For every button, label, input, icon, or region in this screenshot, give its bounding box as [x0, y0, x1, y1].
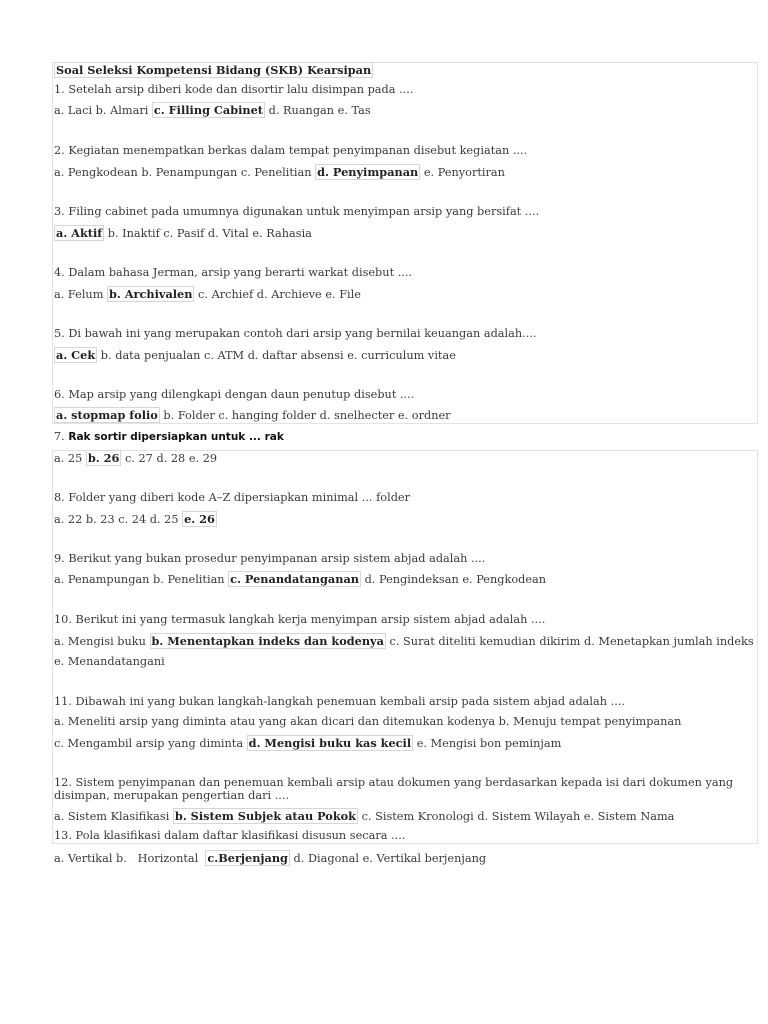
options-12 — [54, 809, 674, 824]
options-12-pre: a. Sistem Klasifikasi — [54, 810, 173, 823]
document-title: Soal Seleksi Kompetensi Bidang (SKB) Kearsipan — [56, 63, 372, 77]
question-7-number: 7. — [54, 430, 69, 443]
question-6: 6. Map arsip yang dilengkapi dengan daun penutup disebut .... — [54, 388, 415, 401]
options-11 — [54, 736, 561, 751]
options-5-post: b. data penjualan c. ATM d. daftar absensi e. curriculum vitae — [97, 349, 456, 362]
answer-3: a. Aktif — [56, 226, 103, 240]
options-11-pre: c. Mengambil arsip yang diminta — [54, 737, 247, 750]
question-8: 8. Folder yang diberi kode A–Z dipersiapkan minimal ... folder — [54, 491, 411, 504]
options-8 — [54, 512, 217, 527]
question-4: 4. Dalam bahasa Jerman, arsip yang berarti warkat disebut .... — [54, 266, 413, 279]
options-13 — [54, 851, 486, 866]
question-2: 2. Kegiatan menempatkan berkas dalam tempat penyimpanan disebut kegiatan .... — [54, 144, 528, 157]
options-2-pre: a. Pengkodean b. Penampungan c. Penelitian — [54, 166, 316, 179]
options-4-pre: a. Felum — [54, 288, 108, 301]
options-10-pre: a. Mengisi buku — [54, 635, 150, 648]
options-6-post: b. Folder c. hanging folder d. snelhecter e. ordner — [159, 409, 451, 422]
answer-12: b. Sistem Subjek atau Pokok — [174, 809, 357, 823]
options-3-post: b. Inaktif c. Pasif d. Vital e. Rahasia — [104, 227, 312, 240]
question-13: 13. Pola klasifikasi dalam daftar klasifikasi disusun secara .... — [54, 829, 406, 842]
options-6 — [54, 408, 451, 423]
options-4 — [54, 287, 361, 302]
answer-1: c. Filling Cabinet — [153, 103, 264, 117]
question-7 — [54, 430, 284, 444]
options-2 — [54, 165, 505, 180]
question-12: 12. Sistem penyimpanan dan penemuan kembali arsip atau dokumen yang berdasarkan kepada isi dari dokumen yang disimpan, merupakan pengertian dari .... — [54, 776, 734, 802]
question-1: 1. Setelah arsip diberi kode dan disortir lalu disimpan pada .... — [54, 83, 414, 96]
options-5 — [54, 348, 456, 363]
answer-4: b. Archivalen — [109, 287, 193, 301]
options-3 — [54, 226, 312, 241]
options-7-post: c. 27 d. 28 e. 29 — [121, 452, 218, 465]
answer-7: b. 26 — [87, 451, 120, 465]
options-10 — [54, 634, 754, 649]
question-10: 10. Berikut ini yang termasuk langkah kerja menyimpan arsip sistem abjad adalah .... — [54, 613, 546, 626]
options-8-pre: a. 22 b. 23 c. 24 d. 25 — [54, 513, 183, 526]
options-11-post: e. Mengisi bon peminjam — [413, 737, 562, 750]
answer-5: a. Cek — [56, 348, 96, 362]
options-11-line1: a. Meneliti arsip yang diminta atau yang akan dicari dan ditemukan kodenya b. Menuju tempat penyimpanan — [54, 715, 682, 728]
answer-11: d. Mengisi buku kas kecil — [248, 736, 412, 750]
options-12-post: c. Sistem Kronologi d. Sistem Wilayah e. Sistem Nama — [358, 810, 675, 823]
question-7-text: Rak sortir dipersiapkan untuk ... rak — [68, 431, 284, 443]
options-10-line2: e. Menandatangani — [54, 655, 165, 668]
options-4-post: c. Archief d. Archieve e. File — [194, 288, 361, 301]
options-9-pre: a. Penampungan b. Penelitian — [54, 573, 229, 586]
options-7-pre: a. 25 — [54, 452, 86, 465]
question-11: 11. Dibawah ini yang bukan langkah-langkah penemuan kembali arsip pada sistem abjad adalah .... — [54, 695, 625, 708]
options-2-post: e. Penyortiran — [420, 166, 505, 179]
options-9-post: d. Pengindeksan e. Pengkodean — [360, 573, 547, 586]
options-1-pre: a. Laci b. Almari — [54, 104, 152, 117]
answer-9: c. Penandatanganan — [230, 572, 359, 586]
options-13-post: d. Diagonal e. Vertikal berjenjang — [289, 852, 487, 865]
answer-2: d. Penyimpanan — [317, 165, 419, 179]
answer-13: c.Berjenjang — [207, 851, 288, 865]
options-10-post: c. Surat diteliti kemudian dikirim d. Menetapkan jumlah indeks — [385, 635, 754, 648]
options-7 — [54, 451, 217, 466]
options-13-pre: a. Vertikal b. Horizontal — [54, 852, 206, 865]
answer-8: e. 26 — [184, 512, 215, 526]
answer-6: a. stopmap folio — [56, 408, 158, 422]
answer-10: b. Menentapkan indeks dan kodenya — [151, 634, 384, 648]
question-3: 3. Filing cabinet pada umumnya digunakan untuk menyimpan arsip yang bersifat .... — [54, 205, 540, 218]
options-1-post: d. Ruangan e. Tas — [265, 104, 371, 117]
options-1 — [54, 103, 371, 118]
question-9: 9. Berikut yang bukan prosedur penyimpanan arsip sistem abjad adalah .... — [54, 552, 486, 565]
question-5: 5. Di bawah ini yang merupakan contoh dari arsip yang bernilai keuangan adalah.... — [54, 327, 537, 340]
options-9 — [54, 572, 546, 587]
